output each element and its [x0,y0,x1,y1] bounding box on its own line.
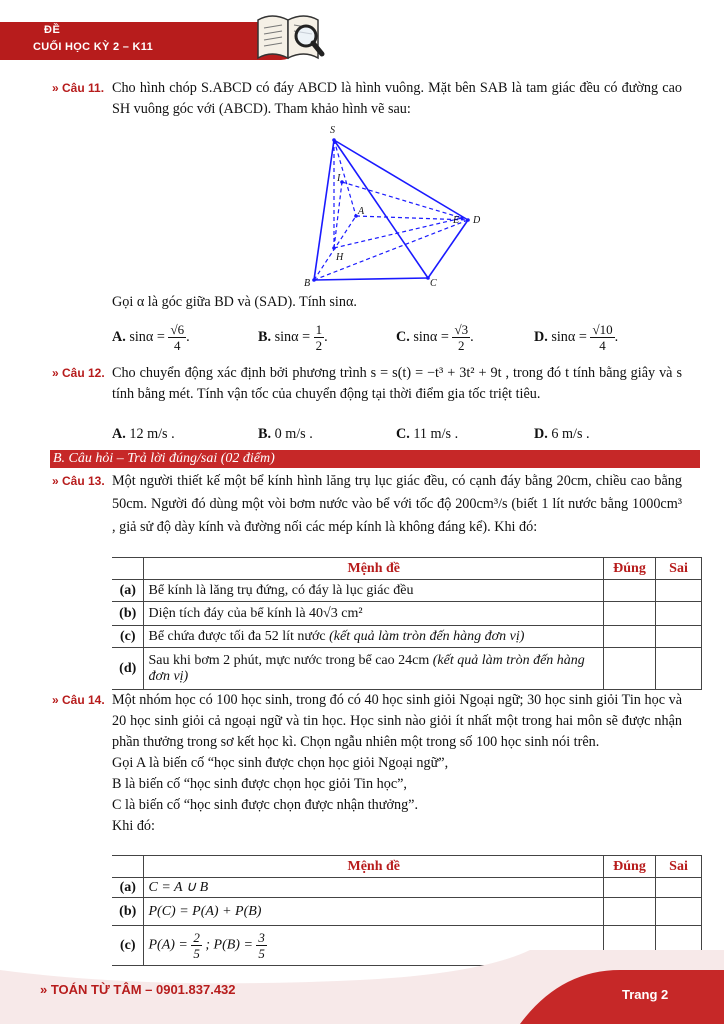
true-cell[interactable] [604,878,656,898]
label-I: I [337,173,341,184]
false-cell[interactable] [656,878,702,898]
question-12-options [112,426,682,446]
row-statement: Diện tích đáy của bể kính là 40√3 cm² [144,602,604,626]
q11-option-b-lhs: sinα = [274,328,311,345]
pyramid-figure [290,120,490,290]
row-statement: Sau khi bơm 2 phút, mực nước trong bể cao 24cm (kết quả làm tròn đến hàng đơn vị) [144,648,604,690]
false-cell[interactable] [656,626,702,648]
question-11-text: Cho hình chóp S.ABCD có đáy ABCD là hình vuông. Mặt bên SAB là tam giác đều có đường cao SH vuông góc với (ABCD). Tham khảo hình vẽ sau: [112,80,682,117]
row-label: (a) [112,580,144,602]
q11-option-b[interactable]: B. sinα = $\frac{1}{2}$ . [258,322,328,353]
table-row [112,602,702,626]
question-13 [52,470,682,539]
q13-header-false: Sai [656,558,702,580]
row-label: (c) [112,926,144,966]
question-11-prompt [52,292,682,313]
question-11 [52,78,682,120]
section-b-heading: B. Câu hỏi – Trả lời đúng/sai (02 điểm) [50,450,700,468]
row-label: (d) [112,648,144,690]
q11-option-c-key: C. [396,328,410,345]
header-title-line2: CUỐI HỌC KỲ 2 – K11 [33,41,154,53]
q11-option-a[interactable]: A. sinα = $\frac{√6}{4}$ . [112,322,190,353]
q14-header-statement: Mệnh đề [144,856,604,878]
false-cell[interactable] [656,580,702,602]
q11-option-a-fraction: $\frac{√6}{4}$ [170,322,185,353]
footer-wave [0,930,724,1024]
question-14-khi-do: Khi đó: [112,818,155,834]
row-label: (b) [112,602,144,626]
label-D: D [473,215,481,226]
row-statement: Bể chứa được tối đa 52 lít nước (kết quả làm tròn đến hàng đơn vị) [144,626,604,648]
row-statement: C = A ∪ B [144,878,604,898]
question-12-text: Cho chuyển động xác định bởi phương trình s = s(t) = −t³ + 3t² + 9t , trong đó t tính bằng giây và s tính bằng mét. Tính vận tốc của chuyển động tại thời điểm gia tốc triệt tiêu. [112,365,682,402]
question-12-number: » Câu 12. [52,366,105,380]
header-title-line1: ĐỀ [44,24,61,36]
table-row [112,648,702,690]
fraction-pa: $\frac{2}{5}$ [193,930,200,961]
label-H: H [336,252,344,263]
footer-page-number: Trang 2 [622,987,669,1002]
q14-header-false: Sai [656,856,702,878]
q11-option-c-fraction: $\frac{√3}{2}$ [454,322,469,353]
table-row [112,878,702,898]
question-14 [52,690,682,837]
question-13-number: » Câu 13. [52,474,105,488]
row-statement: P(A) = $\frac{2}{5}$ ; P(B) = $\frac{3}{5}$ [144,926,604,966]
label-B: B [304,278,311,289]
q12-option-a[interactable]: A. 12 m/s . [112,426,175,442]
q11-option-d-fraction: $\frac{√10}{4}$ [592,322,613,353]
fraction-pb: $\frac{3}{5}$ [258,930,265,961]
true-cell[interactable] [604,898,656,926]
question-14-number: » Câu 14. [52,693,105,707]
q12-option-d[interactable]: D. 6 m/s . [534,426,590,442]
q11-option-d-lhs: sinα = [551,328,587,345]
label-S: S [330,125,335,136]
footer-author: » TOÁN TỪ TÂM – 0901.837.432 [40,982,236,997]
q11-option-d-key: D. [534,328,548,345]
row-statement: Bể kính là lăng trụ đứng, có đáy là lục giác đều [144,580,604,602]
question-13-table [112,557,702,690]
question-13-text: Một người thiết kế một bể kính hình lăng trụ lục giác đều, có cạnh đáy bằng 20cm, chiều cao bằng 50cm. Người đó dùng một vòi bơm nước vào bể với tốc độ 200cm³/s (biết 1 lít nước bằng 1000cm³ , giả sử độ dày kính và đường nối các mép kính là không đáng kể). Khi đó: [112,473,682,535]
true-cell[interactable] [604,602,656,626]
row-label: (b) [112,898,144,926]
q11-option-b-key: B. [258,328,272,345]
question-11-number: » Câu 11. [52,81,105,95]
false-cell[interactable] [656,648,702,690]
q13-header-true: Đúng [604,558,656,580]
label-A: A [358,206,365,217]
question-14-text: Một nhóm học có 100 học sinh, trong đó có 40 học sinh giỏi Ngoại ngữ; 30 học sinh giỏi Tin học và 20 học sinh giỏi cả ngoại ngữ và tin học. Học sinh nào giỏi ít nhất một trong hai môn sẽ được nhận phần thưởng trong sơ kết học kì. Chọn ngẫu nhiên một trong số 100 học sinh nói trên. [112,692,682,750]
table-row [112,580,702,602]
row-label: (a) [112,878,144,898]
question-12 [52,363,682,405]
question-14-event-a: Gọi A là biến cố “học sinh được chọn học giỏi Ngoại ngữ”, [112,755,449,771]
q11-option-d[interactable]: D. sinα = $\frac{√10}{4}$ . [534,322,619,353]
q14-header-true: Đúng [604,856,656,878]
true-cell[interactable] [604,580,656,602]
true-cell[interactable] [604,626,656,648]
question-14-event-b: B là biến cố “học sinh được chọn học giỏi Tin học”, [112,776,407,792]
book-magnifier-icon [252,6,328,68]
q11-option-c-lhs: sinα = [413,328,449,345]
q12-option-b[interactable]: B. 0 m/s . [258,426,313,442]
q11-option-a-key: A. [112,328,126,345]
question-14-event-c: C là biến cố “học sinh được chọn được nhận thưởng”. [112,797,419,813]
table-row [112,898,702,926]
q11-option-a-lhs: sinα = [129,328,165,345]
false-cell[interactable] [656,602,702,626]
row-label: (c) [112,626,144,648]
q13-header-statement: Mệnh đề [144,558,604,580]
question-11-prompt-text: Gọi α là góc giữa BD và (SAD). Tính sinα. [112,294,357,310]
q11-option-c[interactable]: C. sinα = $\frac{√3}{2}$ . [396,322,474,353]
table-row [112,626,702,648]
q11-option-b-fraction: $\frac{1}{2}$ [315,322,323,353]
label-E: E [453,215,460,226]
question-11-options [112,322,682,360]
label-C: C [430,278,437,289]
false-cell[interactable] [656,898,702,926]
true-cell[interactable] [604,648,656,690]
q12-option-c[interactable]: C. 11 m/s . [396,426,459,442]
row-statement: P(C) = P(A) + P(B) [144,898,604,926]
